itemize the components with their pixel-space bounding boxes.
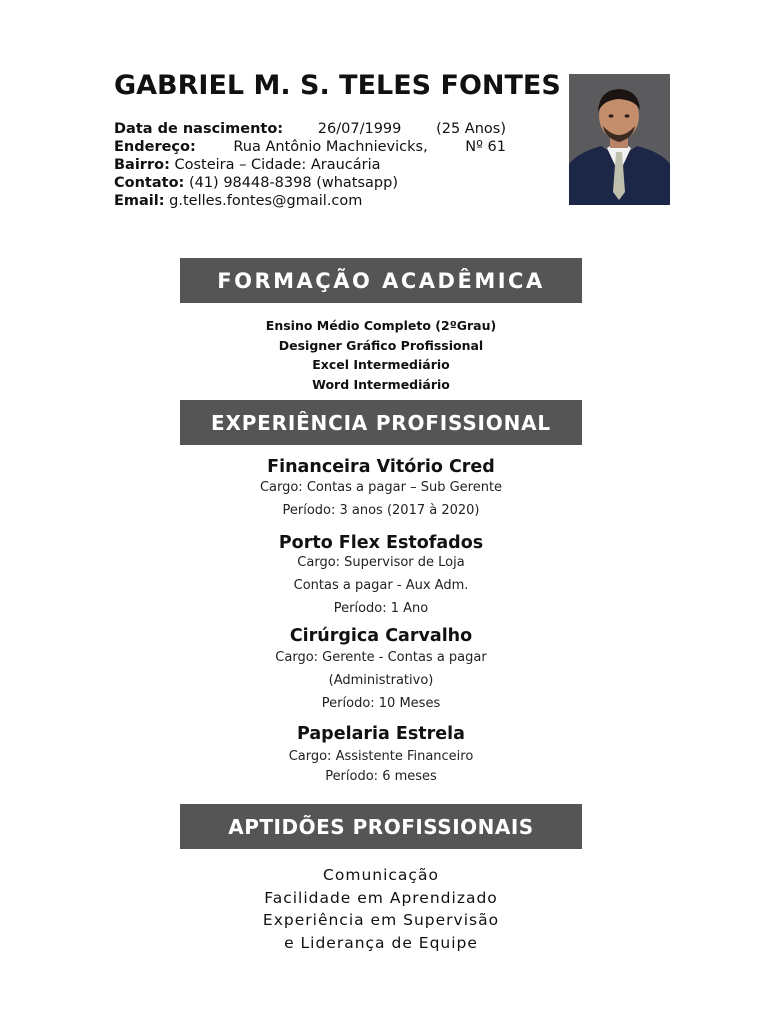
address-number: Nº 61 (465, 139, 506, 155)
job-company: Papelaria Estrela (297, 724, 465, 744)
skills-list (180, 864, 582, 954)
profile-photo (569, 74, 670, 205)
job-detail: Período: 6 meses (325, 769, 437, 784)
job-detail: Cargo: Contas a pagar – Sub Gerente (259, 480, 503, 495)
contact-value: (41) 98448-8398 (whatsapp) (188, 175, 398, 191)
birth-date: 26/07/1999 (317, 121, 402, 137)
email-row (114, 192, 506, 210)
job-detail: Cargo: Gerente - Contas a pagar (275, 650, 487, 665)
skill-item: Comunicação (323, 866, 439, 884)
district-label: Bairro: (114, 157, 170, 173)
education-item: Word Intermediário (312, 376, 450, 392)
experience-section-header: EXPERIÊNCIA PROFISSIONAL (180, 400, 582, 445)
job-detail: (Administrativo) (328, 673, 434, 688)
education-section-header: FORMAÇÃO ACADÊMICA (180, 258, 582, 303)
address-row (114, 138, 506, 156)
candidate-name: GABRIEL M. S. TELES FONTES (114, 70, 561, 101)
job-company: Porto Flex Estofados (278, 533, 484, 553)
skill-item: e Liderança de Equipe (284, 933, 478, 952)
job-detail: Cargo: Supervisor de Loja (297, 555, 465, 570)
skills-section-header: APTIDÕES PROFISSIONAIS (180, 804, 582, 849)
skill-item: Facilidade em Aprendizado (264, 888, 498, 907)
contact-label: Contato: (114, 175, 185, 191)
education-item: Ensino Médio Completo (2ºGrau) (265, 318, 497, 333)
personal-info (114, 120, 506, 210)
birth-row (114, 120, 506, 138)
job-company: Cirúrgica Carvalho (289, 626, 473, 646)
job-detail: Período: 1 Ano (333, 601, 429, 616)
skill-item: Experiência em Supervisão (262, 911, 500, 929)
birth-age: (25 Anos) (436, 121, 506, 137)
job-detail: Cargo: Assistente Financeiro (288, 749, 474, 764)
job-company: Financeira Vitório Cred (267, 457, 495, 477)
email-value: g.telles.fontes@gmail.com (169, 193, 363, 209)
job-detail: Contas a pagar - Aux Adm. (293, 578, 469, 593)
job-detail: Período: 10 Meses (321, 696, 441, 711)
portrait-icon (569, 74, 670, 205)
job-detail: Período: 3 anos (2017 à 2020) (282, 503, 480, 518)
education-item: Excel Intermediário (312, 357, 450, 372)
district-value: Costeira – Cidade: Araucária (174, 157, 381, 173)
email-label: Email: (114, 193, 165, 209)
birth-label: Data de nascimento: (114, 121, 284, 137)
district-row (114, 156, 506, 174)
education-list (180, 316, 582, 394)
address-street: Rua Antônio Machnievicks, (233, 139, 428, 155)
contact-row (114, 174, 506, 192)
address-label: Endereço: (114, 139, 196, 155)
education-item: Designer Gráfico Profissional (278, 337, 484, 353)
